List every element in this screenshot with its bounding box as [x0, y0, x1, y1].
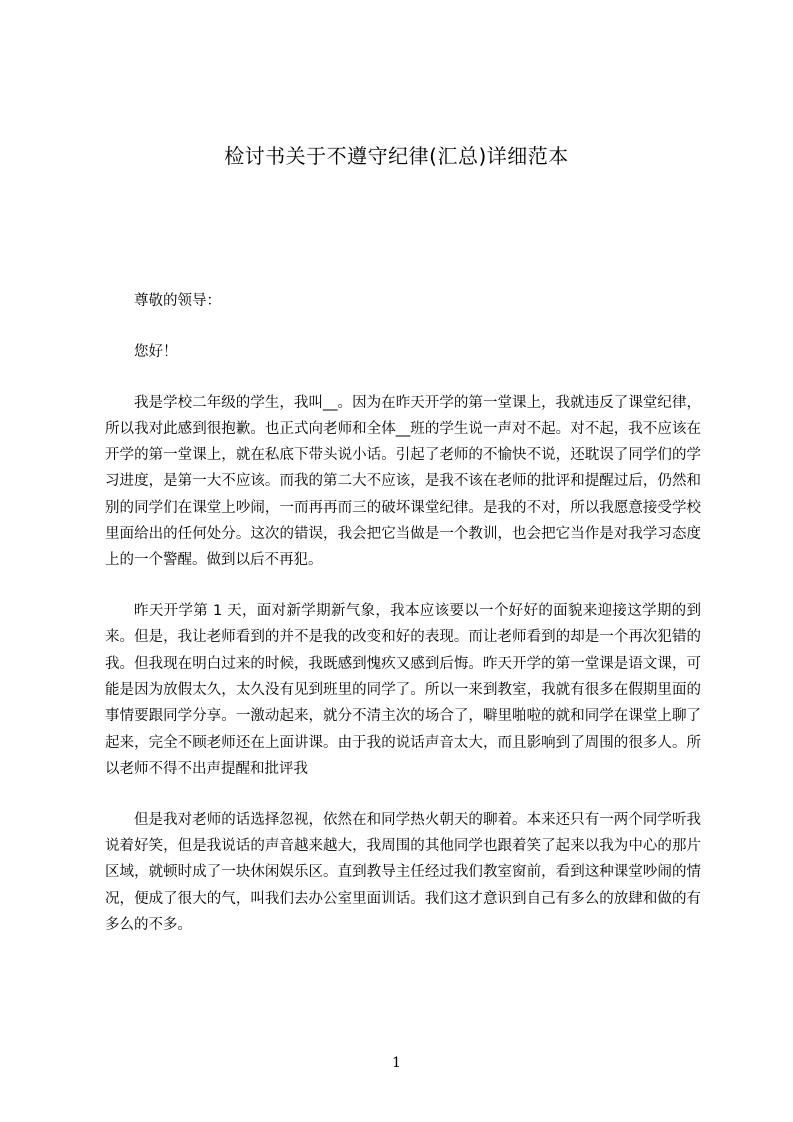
- body-paragraph-3: 但是我对老师的话选择忽视，依然在和同学热火朝天的聊着。本来还只有一两个同学听我说着好笑，但是我说话的声音越来越大，我周围的其他同学也跟着笑了起来以我为中心的那片区域，就顿时成了一块休闲娱乐区。直到教导主任经过我们教室窗前，看到这种课堂吵闹的情况，便成了很大的气，叫我们去办公室里面训话。我们这才意识到自己有多么的放肆和做的有多么的不多。: [105, 811, 701, 933]
- body-paragraph-2: 昨天开学第 1 天，面对新学期新气象，我本应该要以一个好好的面貌来迎接这学期的到来。但是，我让老师看到的并不是我的改变和好的表现。而让老师看到的却是一个再次犯错的我。但我现在明白过来的时候，我既感到愧疚又感到后悔。昨天开学的第一堂课是语文课，可能是因为放假太久，太久没有见到班里的同学了。所以一来到教室，我就有很多在假期里面的事情要跟同学分享。一激动起来，就分不清主次的场合了，噼里啪啦的就和同学在课堂上聊了起来，完全不顾老师还在上面讲课。由于我的说话声音太大，而且影响到了周围的很多人。所以老师不得不出声提醒和批评我: [105, 603, 701, 777]
- body-paragraph-1: 我是学校二年级的学生，我叫__。因为在昨天开学的第一堂课上，我就违反了课堂纪律，所以我对此感到很抱歉。也正式向老师和全体__班的学生说一声对不起。对不起，我不应该在开学的第一堂课上，就在私底下带头说小话。引起了老师的不愉快不说，还耽误了同学们的学习进度，是第一大不应该。而我的第二大不应该，是我不该在老师的批评和提醒过后，仍然和别的同学们在课堂上吵闹，一而再再而三的破坏课堂纪律。是我的不对，所以我愿意接受学校里面给出的任何处分。这次的错误，我会把它当做是一个教训，也会把它当作是对我学习态度上的一个警醒。做到以后不再犯。: [105, 394, 701, 569]
- salutation: 尊敬的领导：: [134, 293, 221, 309]
- document-title: 检讨书关于不遵守纪律(汇总)详细范本: [224, 144, 569, 168]
- greeting: 您好！: [134, 343, 178, 360]
- page-number: 1: [392, 1055, 401, 1071]
- document-body: [105, 288, 701, 963]
